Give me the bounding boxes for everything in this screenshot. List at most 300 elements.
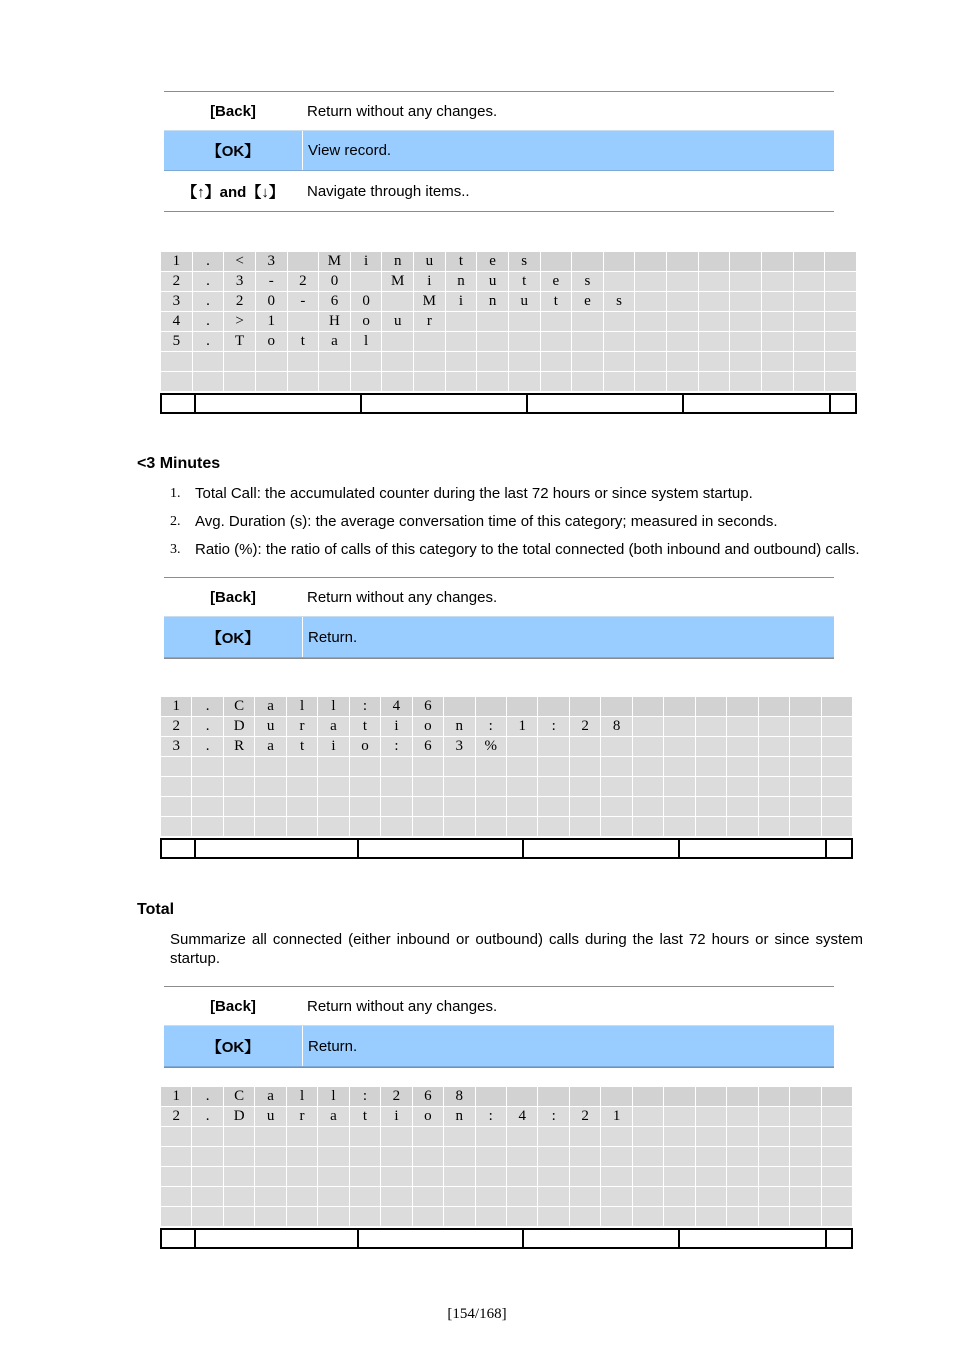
key-label: [Back] bbox=[210, 997, 256, 1015]
lcd-cell: M bbox=[319, 252, 351, 272]
lcd-cell bbox=[349, 817, 380, 837]
lcd-cell bbox=[477, 332, 509, 352]
lcd-cell bbox=[382, 372, 414, 392]
lcd-cell bbox=[538, 1207, 569, 1227]
lcd-cell bbox=[538, 1167, 569, 1187]
lcd-cell bbox=[569, 1187, 600, 1207]
lcd-cell bbox=[758, 1147, 789, 1167]
lcd-cell: 3 bbox=[224, 272, 256, 292]
lcd-cell bbox=[695, 1207, 726, 1227]
lcd-cell bbox=[506, 697, 537, 717]
lcd-cell: s bbox=[572, 272, 604, 292]
lcd-cell bbox=[223, 1127, 254, 1147]
lcd-cell: 4 bbox=[161, 312, 193, 332]
lcd-cell bbox=[698, 292, 730, 312]
lcd-cell bbox=[790, 797, 821, 817]
lcd-cell bbox=[730, 372, 762, 392]
lcd-row bbox=[161, 1107, 853, 1127]
key-label: 【↑】and【↓】 bbox=[182, 183, 284, 201]
lcd-cell bbox=[758, 1087, 789, 1107]
lcd-cell bbox=[381, 817, 412, 837]
lcd-cell bbox=[255, 777, 286, 797]
lcd-cell bbox=[761, 372, 793, 392]
lcd-cell: i bbox=[318, 737, 349, 757]
lcd-cell bbox=[635, 272, 667, 292]
lcd-cell bbox=[664, 1107, 695, 1127]
lcd-cell bbox=[506, 1167, 537, 1187]
lcd-cell bbox=[223, 757, 254, 777]
lcd-cell bbox=[821, 737, 852, 757]
lcd-cell bbox=[601, 1207, 632, 1227]
lcd-cell bbox=[475, 697, 506, 717]
field-definitions-list bbox=[170, 485, 864, 569]
lcd-cell bbox=[793, 292, 825, 312]
lcd-cell bbox=[192, 1127, 223, 1147]
lcd-cell: n bbox=[382, 252, 414, 272]
function-key-slot bbox=[523, 839, 680, 858]
lcd-cell: l bbox=[318, 697, 349, 717]
lcd-cell bbox=[475, 1147, 506, 1167]
lcd-cell: 6 bbox=[412, 697, 443, 717]
lcd-row bbox=[161, 1207, 853, 1227]
lcd-cell bbox=[601, 817, 632, 837]
lcd-cell bbox=[506, 1207, 537, 1227]
lcd-cell bbox=[790, 1107, 821, 1127]
lcd-cell bbox=[255, 797, 286, 817]
lcd-cell: 3 bbox=[161, 737, 192, 757]
lcd-cell bbox=[632, 1167, 663, 1187]
lcd-cell bbox=[287, 372, 319, 392]
function-key-slot bbox=[679, 839, 826, 858]
lcd-cell bbox=[572, 252, 604, 272]
lcd-cell bbox=[601, 1127, 632, 1147]
lcd-cell: u bbox=[477, 272, 509, 292]
lcd-cell: a bbox=[318, 1107, 349, 1127]
lcd-cell bbox=[761, 312, 793, 332]
lcd-cell: 2 bbox=[569, 717, 600, 737]
lcd-cell bbox=[223, 797, 254, 817]
lcd-cell bbox=[412, 1127, 443, 1147]
lcd-cell bbox=[601, 777, 632, 797]
lcd-cell bbox=[667, 292, 699, 312]
lcd-cell bbox=[758, 1187, 789, 1207]
lcd-cell bbox=[350, 272, 382, 292]
lcd-grid bbox=[160, 251, 857, 392]
lcd-cell bbox=[758, 1167, 789, 1187]
lcd-cell bbox=[601, 1167, 632, 1187]
lcd-cell bbox=[508, 352, 540, 372]
lcd-cell bbox=[506, 1147, 537, 1167]
lcd-cell bbox=[569, 1127, 600, 1147]
lcd-cell bbox=[192, 817, 223, 837]
lcd-cell bbox=[569, 697, 600, 717]
lcd-cell bbox=[412, 1187, 443, 1207]
lcd-row bbox=[161, 312, 857, 332]
lcd-cell bbox=[758, 757, 789, 777]
lcd-cell bbox=[758, 737, 789, 757]
lcd-cell bbox=[318, 1147, 349, 1167]
lcd-cell: < bbox=[224, 252, 256, 272]
lcd-cell: t bbox=[508, 272, 540, 292]
lcd-cell bbox=[475, 1187, 506, 1207]
lcd-cell bbox=[790, 817, 821, 837]
lcd-cell bbox=[635, 372, 667, 392]
lcd-cell bbox=[381, 1207, 412, 1227]
lcd-cell bbox=[695, 1167, 726, 1187]
list-text: Ratio (%): the ratio of calls of this category to the total connected (both inbound and outbound) calls. bbox=[195, 541, 860, 558]
lcd-cell bbox=[477, 372, 509, 392]
lcd-cell: M bbox=[382, 272, 414, 292]
lcd-cell bbox=[664, 1187, 695, 1207]
lcd-cell bbox=[601, 757, 632, 777]
key-table-1 bbox=[164, 91, 834, 212]
lcd-cell bbox=[538, 777, 569, 797]
lcd-cell bbox=[382, 332, 414, 352]
lcd-grid bbox=[160, 696, 853, 837]
lcd-cell bbox=[825, 272, 857, 292]
lcd-cell bbox=[758, 817, 789, 837]
lcd-cell bbox=[632, 737, 663, 757]
lcd-cell bbox=[381, 1147, 412, 1167]
lcd-cell bbox=[444, 797, 475, 817]
lcd-cell: - bbox=[287, 292, 319, 312]
lcd-cell: u bbox=[414, 252, 446, 272]
lcd-cell bbox=[664, 697, 695, 717]
lcd-cell bbox=[727, 1147, 758, 1167]
lcd-cell bbox=[632, 1107, 663, 1127]
list-item bbox=[170, 541, 864, 558]
lcd-cell bbox=[793, 272, 825, 292]
lcd-cell: a bbox=[255, 737, 286, 757]
lcd-cell bbox=[821, 1107, 852, 1127]
lcd-cell bbox=[758, 1207, 789, 1227]
lcd-cell bbox=[727, 737, 758, 757]
key-label: 【OK】 bbox=[164, 131, 303, 170]
lcd-cell bbox=[667, 252, 699, 272]
lcd-cell: 8 bbox=[601, 717, 632, 737]
lcd-cell: 3 bbox=[255, 252, 287, 272]
lcd-cell bbox=[569, 737, 600, 757]
lcd-cell bbox=[664, 1167, 695, 1187]
section-heading-3-minutes: <3 Minutes bbox=[137, 455, 221, 472]
lcd-cell bbox=[286, 1147, 317, 1167]
lcd-cell bbox=[790, 737, 821, 757]
lcd-cell bbox=[192, 1167, 223, 1187]
lcd-cell bbox=[603, 332, 635, 352]
lcd-cell bbox=[161, 1127, 192, 1147]
lcd-cell bbox=[727, 1107, 758, 1127]
lcd-cell bbox=[381, 757, 412, 777]
key-row-back bbox=[164, 92, 834, 130]
lcd-cell bbox=[508, 332, 540, 352]
lcd-cell bbox=[664, 777, 695, 797]
lcd-cell bbox=[286, 757, 317, 777]
lcd-cell bbox=[727, 757, 758, 777]
lcd-cell: D bbox=[223, 1107, 254, 1127]
lcd-row bbox=[161, 1167, 853, 1187]
lcd-cell bbox=[572, 332, 604, 352]
lcd-cell bbox=[664, 757, 695, 777]
lcd-cell bbox=[727, 1167, 758, 1187]
lcd-cell bbox=[444, 1207, 475, 1227]
lcd-cell bbox=[255, 1187, 286, 1207]
lcd-cell bbox=[538, 1127, 569, 1147]
lcd-cell bbox=[508, 372, 540, 392]
lcd-cell bbox=[475, 1167, 506, 1187]
lcd-cell bbox=[727, 717, 758, 737]
lcd-cell bbox=[319, 352, 351, 372]
lcd-cell bbox=[192, 1207, 223, 1227]
lcd-cell bbox=[412, 817, 443, 837]
lcd-cell: o bbox=[350, 312, 382, 332]
lcd-cell bbox=[223, 1207, 254, 1227]
lcd-cell bbox=[255, 1127, 286, 1147]
lcd-cell bbox=[632, 1147, 663, 1167]
lcd-cell bbox=[695, 797, 726, 817]
lcd-cell: l bbox=[350, 332, 382, 352]
lcd-cell: 1 bbox=[506, 717, 537, 737]
lcd-cell: 2 bbox=[381, 1087, 412, 1107]
lcd-cell bbox=[821, 1147, 852, 1167]
function-key-slot bbox=[358, 1229, 523, 1248]
lcd-cell: t bbox=[349, 1107, 380, 1127]
lcd-cell: n bbox=[444, 717, 475, 737]
lcd-cell bbox=[695, 697, 726, 717]
lcd-cell: 4 bbox=[506, 1107, 537, 1127]
lcd-cell: a bbox=[255, 1087, 286, 1107]
lcd-screen-1 bbox=[160, 251, 857, 414]
key-description: Return without any changes. bbox=[307, 588, 498, 606]
lcd-cell bbox=[821, 1087, 852, 1107]
lcd-cell bbox=[349, 797, 380, 817]
lcd-cell bbox=[601, 1147, 632, 1167]
lcd-cell: R bbox=[223, 737, 254, 757]
lcd-cell: s bbox=[603, 292, 635, 312]
function-key-slot bbox=[826, 839, 852, 858]
lcd-cell bbox=[667, 332, 699, 352]
lcd-cell bbox=[730, 312, 762, 332]
lcd-cell bbox=[825, 372, 857, 392]
lcd-cell bbox=[635, 292, 667, 312]
lcd-cell: l bbox=[318, 1087, 349, 1107]
key-row-back bbox=[164, 578, 834, 616]
lcd-cell: e bbox=[572, 292, 604, 312]
lcd-cell bbox=[758, 797, 789, 817]
lcd-cell bbox=[350, 352, 382, 372]
lcd-cell bbox=[318, 1207, 349, 1227]
lcd-cell bbox=[793, 332, 825, 352]
lcd-cell bbox=[349, 1147, 380, 1167]
lcd-cell bbox=[161, 777, 192, 797]
lcd-cell bbox=[730, 252, 762, 272]
lcd-cell bbox=[603, 372, 635, 392]
lcd-cell bbox=[475, 817, 506, 837]
lcd-cell bbox=[414, 372, 446, 392]
lcd-cell: t bbox=[445, 252, 477, 272]
total-description: Summarize all connected (either inbound or outbound) calls during the last 72 hours or since system startup. bbox=[170, 931, 863, 967]
lcd-cell: t bbox=[287, 332, 319, 352]
lcd-cell bbox=[506, 1087, 537, 1107]
lcd-cell: o bbox=[255, 332, 287, 352]
lcd-cell bbox=[790, 1187, 821, 1207]
lcd-cell bbox=[349, 1187, 380, 1207]
key-table-3 bbox=[164, 986, 834, 1068]
lcd-cell bbox=[572, 312, 604, 332]
lcd-cell: a bbox=[255, 697, 286, 717]
function-key-slot bbox=[358, 839, 523, 858]
lcd-cell: i bbox=[350, 252, 382, 272]
lcd-cell bbox=[793, 312, 825, 332]
lcd-cell bbox=[538, 1147, 569, 1167]
function-key-slot bbox=[683, 394, 829, 413]
lcd-cell bbox=[635, 352, 667, 372]
lcd-cell bbox=[730, 352, 762, 372]
lcd-cell bbox=[161, 1147, 192, 1167]
lcd-cell bbox=[475, 1207, 506, 1227]
lcd-cell: l bbox=[286, 1087, 317, 1107]
lcd-cell bbox=[695, 1087, 726, 1107]
lcd-cell bbox=[444, 817, 475, 837]
lcd-cell: u bbox=[255, 717, 286, 737]
lcd-cell bbox=[506, 1127, 537, 1147]
lcd-cell bbox=[821, 1167, 852, 1187]
lcd-cell bbox=[698, 332, 730, 352]
lcd-cell bbox=[506, 777, 537, 797]
lcd-cell bbox=[161, 797, 192, 817]
lcd-cell bbox=[790, 777, 821, 797]
key-description: Return. bbox=[308, 1037, 358, 1055]
lcd-cell bbox=[255, 1147, 286, 1167]
lcd-cell: 0 bbox=[255, 292, 287, 312]
lcd-cell bbox=[727, 797, 758, 817]
lcd-cell bbox=[727, 1087, 758, 1107]
lcd-cell: s bbox=[508, 252, 540, 272]
lcd-cell bbox=[538, 1087, 569, 1107]
function-key-slot bbox=[826, 1229, 852, 1248]
lcd-cell bbox=[569, 777, 600, 797]
lcd-cell: u bbox=[382, 312, 414, 332]
lcd-cell bbox=[412, 757, 443, 777]
lcd-cell: . bbox=[192, 717, 223, 737]
lcd-cell bbox=[286, 1167, 317, 1187]
lcd-cell bbox=[569, 1087, 600, 1107]
lcd-cell bbox=[632, 777, 663, 797]
function-key-slot bbox=[161, 394, 195, 413]
lcd-cell bbox=[286, 1187, 317, 1207]
lcd-cell bbox=[223, 1187, 254, 1207]
lcd-cell: : bbox=[349, 1087, 380, 1107]
lcd-cell: 2 bbox=[161, 272, 193, 292]
lcd-cell bbox=[632, 1187, 663, 1207]
lcd-cell bbox=[635, 332, 667, 352]
lcd-cell bbox=[506, 817, 537, 837]
lcd-cell bbox=[477, 352, 509, 372]
lcd-cell: : bbox=[475, 717, 506, 737]
lcd-cell bbox=[664, 1147, 695, 1167]
lcd-cell bbox=[255, 1167, 286, 1187]
lcd-row bbox=[161, 777, 853, 797]
lcd-row bbox=[161, 292, 857, 312]
lcd-cell bbox=[540, 252, 572, 272]
lcd-cell bbox=[632, 1207, 663, 1227]
lcd-row bbox=[161, 332, 857, 352]
lcd-cell bbox=[506, 797, 537, 817]
lcd-cell bbox=[667, 272, 699, 292]
lcd-row bbox=[161, 1187, 853, 1207]
lcd-cell bbox=[664, 817, 695, 837]
lcd-cell: D bbox=[223, 717, 254, 737]
lcd-cell bbox=[761, 332, 793, 352]
lcd-cell: . bbox=[192, 252, 224, 272]
lcd-cell bbox=[540, 352, 572, 372]
lcd-cell bbox=[695, 1187, 726, 1207]
lcd-cell bbox=[603, 312, 635, 332]
list-item bbox=[170, 513, 864, 530]
lcd-cell bbox=[601, 737, 632, 757]
lcd-row bbox=[161, 1147, 853, 1167]
lcd-cell bbox=[695, 1127, 726, 1147]
key-description: View record. bbox=[308, 142, 392, 159]
lcd-cell bbox=[192, 777, 223, 797]
lcd-row bbox=[161, 817, 853, 837]
lcd-cell bbox=[790, 1147, 821, 1167]
lcd-cell bbox=[601, 1087, 632, 1107]
lcd-cell bbox=[821, 777, 852, 797]
lcd-cell bbox=[412, 777, 443, 797]
lcd-cell bbox=[727, 777, 758, 797]
lcd-cell bbox=[727, 697, 758, 717]
function-key-slot bbox=[830, 394, 856, 413]
lcd-cell bbox=[192, 757, 223, 777]
lcd-cell bbox=[255, 817, 286, 837]
lcd-cell bbox=[758, 717, 789, 737]
lcd-cell bbox=[825, 352, 857, 372]
lcd-cell: r bbox=[286, 1107, 317, 1127]
lcd-cell bbox=[445, 372, 477, 392]
lcd-cell bbox=[664, 797, 695, 817]
lcd-cell bbox=[349, 1207, 380, 1227]
lcd-cell: . bbox=[192, 1087, 223, 1107]
lcd-cell bbox=[255, 352, 287, 372]
lcd-cell: T bbox=[224, 332, 256, 352]
page-number: [154/168] bbox=[447, 1306, 507, 1322]
lcd-function-key-bar bbox=[160, 393, 857, 414]
key-row-back bbox=[164, 987, 834, 1025]
lcd-cell bbox=[538, 797, 569, 817]
lcd-cell bbox=[695, 1147, 726, 1167]
lcd-cell bbox=[414, 352, 446, 372]
lcd-grid bbox=[160, 1086, 853, 1227]
lcd-row bbox=[161, 697, 853, 717]
lcd-cell: 2 bbox=[161, 1107, 192, 1127]
lcd-cell: . bbox=[192, 332, 224, 352]
lcd-cell: a bbox=[318, 717, 349, 737]
lcd-cell bbox=[223, 1147, 254, 1167]
lcd-cell bbox=[412, 1167, 443, 1187]
lcd-cell bbox=[223, 817, 254, 837]
key-label: 【OK】 bbox=[164, 617, 303, 657]
lcd-cell: r bbox=[414, 312, 446, 332]
lcd-row bbox=[161, 252, 857, 272]
lcd-row bbox=[161, 757, 853, 777]
lcd-cell bbox=[412, 797, 443, 817]
lcd-cell bbox=[698, 312, 730, 332]
lcd-row bbox=[161, 797, 853, 817]
function-key-slot bbox=[195, 839, 358, 858]
lcd-cell bbox=[540, 312, 572, 332]
lcd-cell bbox=[412, 1147, 443, 1167]
lcd-cell bbox=[223, 777, 254, 797]
